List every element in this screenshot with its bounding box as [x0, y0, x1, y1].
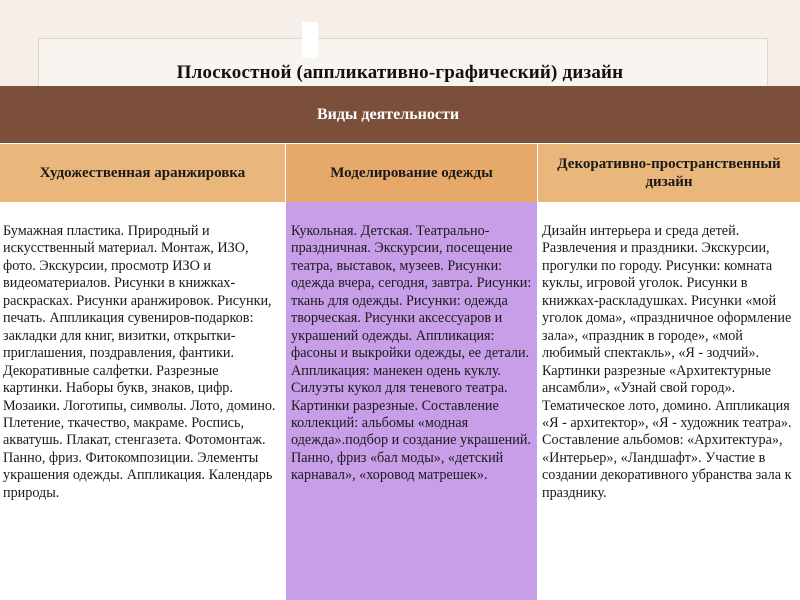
column-header-spatial-design: Декоративно-пространственный дизайн — [537, 144, 800, 202]
cell-spatial-design: Дизайн интерьера и среда детей. Развлечения и праздники. Экскурсии, прогулки по городу. Рисунки: комната куклы, игровой уголок. Рисунки в книжках-раскладушках. Рисунки «мой уголок дома», «праздничное оформление зала», «праздник в городе», «мой любимый спектакль», «Я - зодчий». Картинки разрезные «Архитектурные ансамбли», «Узнай свой город». Тематическое лото, домино. Аппликация «Я - архитектор», «Я - художник театра». Составление альбомов: «Архитектура», «Интерьер», «Ландшафт». Участие в создании декоративного убранства зала к празднику. — [537, 202, 800, 600]
column-header-art-arrangement: Художественная аранжировка — [0, 144, 285, 202]
column-header-clothing-modeling: Моделирование одежды — [285, 144, 537, 202]
cell-art-arrangement: Бумажная пластика. Природный и искусственный материал. Монтаж, ИЗО, фото. Экскурсии, просмотр ИЗО и видеоматериалов. Рисунки в книжках-раскрасках. Рисунки аранжировок. Рисунки, печать. Аппликация сувениров-подарков: закладки для книг, визитки, открытки-приглашения, поздравления, фантики. Декоративные салфетки. Разрезные картинки. Наборы букв, знаков, цифр. Мозаики. Логотипы, символы. Лото, домино. Плетение, ткачество, макраме. Роспись, акватушь. Плакат, стенгазета. Фотомонтаж. Панно, фриз. Фитокомпозиции. Элементы украшения одежды. Аппликация. Календарь природы. — [0, 202, 285, 600]
table-row — [0, 202, 800, 600]
table-header: Виды деятельности — [0, 86, 800, 143]
column-headers-row — [0, 143, 800, 202]
activities-table — [0, 86, 800, 600]
cell-clothing-modeling: Кукольная. Детская. Театрально-праздничная. Экскурсии, посещение театра, выставок, музеев. Рисунки: одежда вчера, сегодня, завтра. Рисунки: ткань для одежды. Рисунки: одежда творческая. Рисунки аксессуаров и украшений одежды. Аппликация: фасоны и выкройки одежды, ее детали. Аппликация: манекен одень куклу. Силуэты кукол для теневого театра. Картинки разрезные. Составление коллекций: альбомы «модная одежда».подбор и создание украшений. Панно, фриз «бал моды», «детский карнавал», «хоровод матрешек». — [285, 202, 537, 600]
title-tab-decoration — [302, 22, 318, 58]
slide-title: Плоскостной (аппликативно-графический) дизайн — [176, 62, 624, 83]
